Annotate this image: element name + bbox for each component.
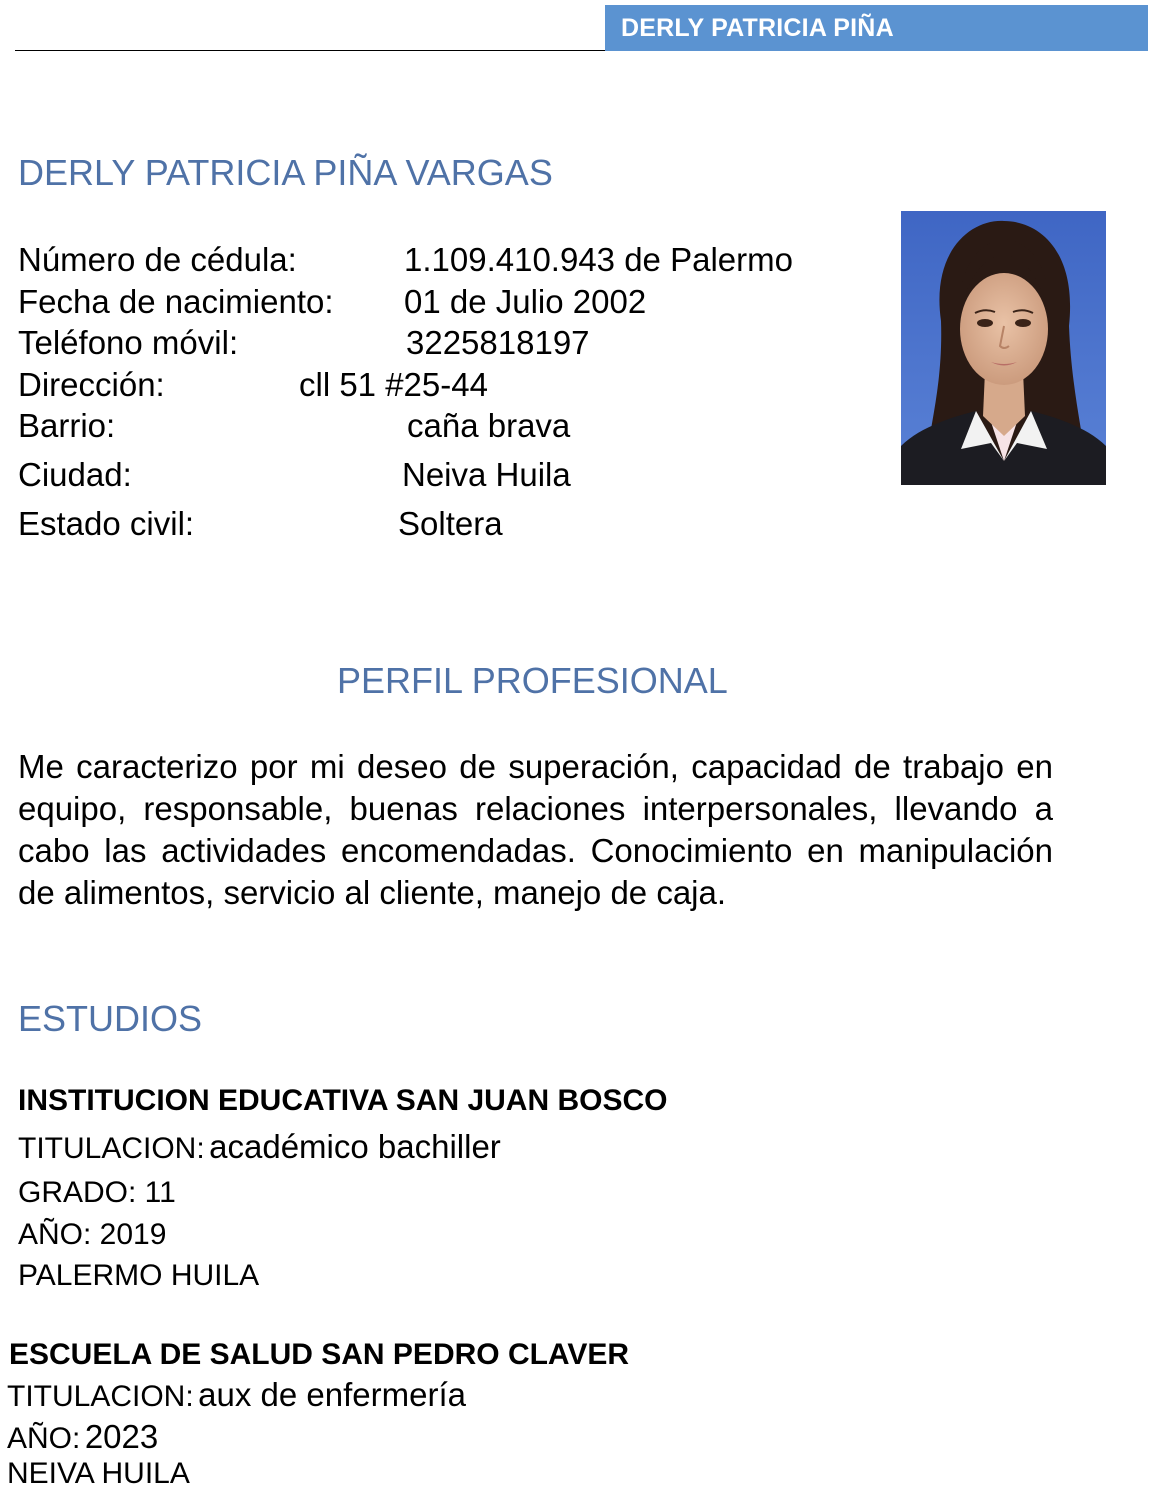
phone-label: Teléfono móvil: bbox=[18, 324, 239, 361]
study-place: NEIVA HUILA bbox=[7, 1457, 190, 1490]
study-year: AÑO: 2019 bbox=[18, 1218, 167, 1251]
header-rule bbox=[15, 50, 607, 51]
institution-name: INSTITUCION EDUCATIVA SAN JUAN BOSCO bbox=[18, 1084, 668, 1117]
study-title bbox=[18, 1128, 501, 1166]
title-label: TITULACION: bbox=[7, 1380, 194, 1413]
address-value: cll 51 #25-44 bbox=[299, 366, 488, 403]
full-name: DERLY PATRICIA PIÑA VARGAS bbox=[18, 152, 553, 193]
birth-date-value: 01 de Julio 2002 bbox=[404, 283, 647, 320]
profile-heading: PERFIL PROFESIONAL bbox=[337, 660, 728, 701]
birth-date-label: Fecha de nacimiento: bbox=[18, 283, 334, 320]
institution-name: ESCUELA DE SALUD SAN PEDRO CLAVER bbox=[9, 1338, 630, 1371]
title-label: TITULACION: bbox=[18, 1132, 205, 1165]
id-number-value: 1.109.410.943 de Palermo bbox=[404, 241, 793, 278]
city-value: Neiva Huila bbox=[402, 456, 571, 493]
study-place: PALERMO HUILA bbox=[18, 1259, 260, 1292]
title-value: académico bachiller bbox=[209, 1128, 501, 1165]
neighborhood-label: Barrio: bbox=[18, 407, 116, 444]
study-grade: GRADO: 11 bbox=[18, 1176, 176, 1209]
civil-status-label: Estado civil: bbox=[18, 505, 195, 542]
year-value: 2023 bbox=[84, 1418, 159, 1455]
city-label: Ciudad: bbox=[18, 456, 132, 493]
year-label: AÑO: bbox=[7, 1422, 81, 1455]
header-name: DERLY PATRICIA PIÑA bbox=[621, 14, 894, 42]
study-title bbox=[7, 1376, 466, 1414]
phone-value: 3225818197 bbox=[406, 324, 590, 361]
address-label: Dirección: bbox=[18, 366, 165, 403]
study-year bbox=[7, 1418, 158, 1456]
title-value: aux de enfermería bbox=[198, 1376, 466, 1413]
civil-status-value: Soltera bbox=[398, 505, 503, 542]
studies-heading: ESTUDIOS bbox=[18, 998, 203, 1039]
neighborhood-value: caña brava bbox=[407, 407, 571, 444]
profile-photo bbox=[901, 211, 1106, 485]
id-number-label: Número de cédula: bbox=[18, 241, 297, 278]
profile-text: Me caracterizo por mi deseo de superación, capacidad de trabajo en equipo, responsable, buenas relaciones interpersonales, llevando a cabo las actividades encomendadas. Conocimiento en manipulación de alimentos, servicio al cliente, manejo de caja. bbox=[18, 748, 1053, 911]
